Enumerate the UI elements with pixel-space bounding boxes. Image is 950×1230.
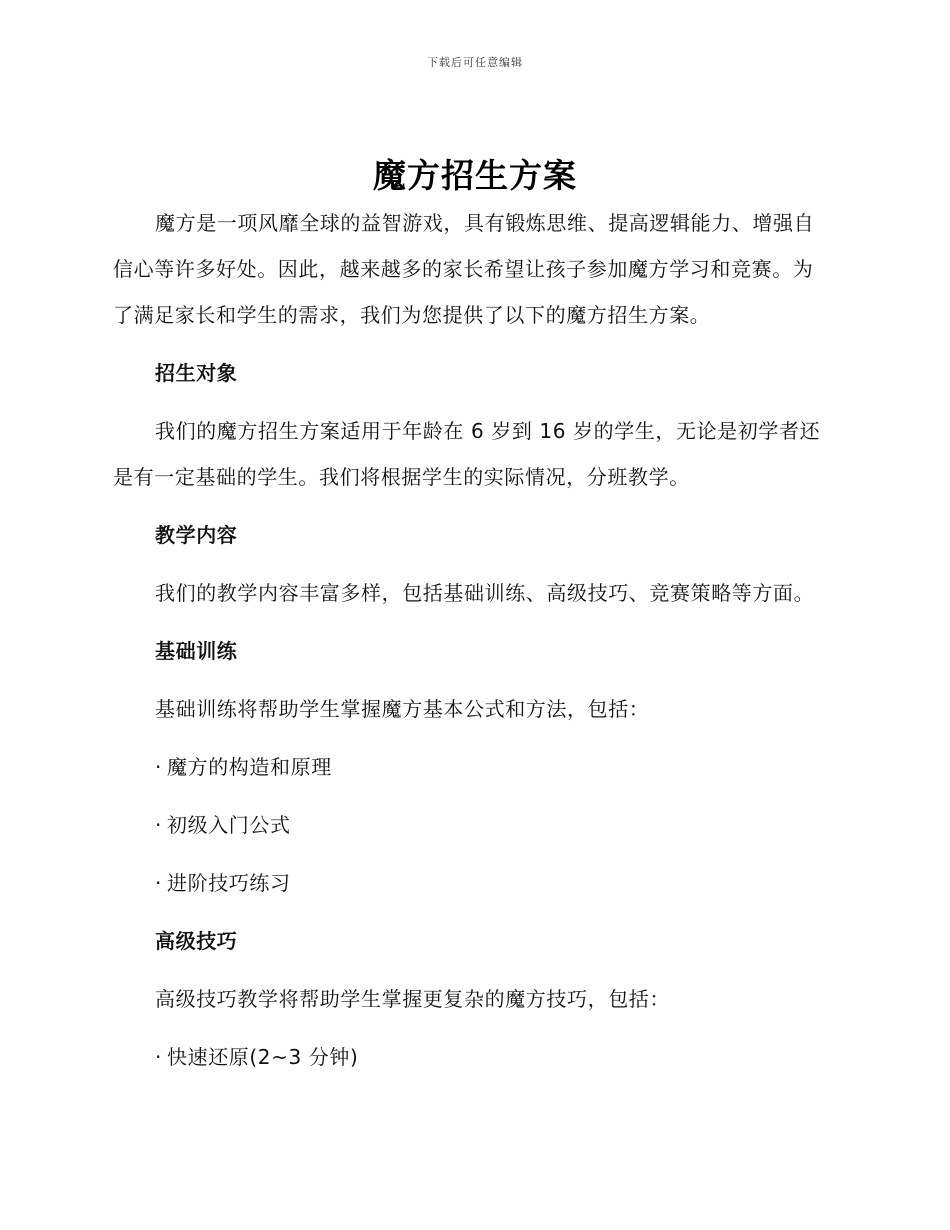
- bullet-glyph: ·: [155, 1045, 162, 1069]
- section-body-content: 我们的教学内容丰富多样，包括基础训练、高级技巧、竞赛策略等方面。: [155, 581, 815, 605]
- section-heading-basic: 基础训练: [155, 639, 238, 663]
- list-item: [113, 1034, 831, 1080]
- list-item-text: 初级入门公式: [167, 813, 291, 837]
- page-title: 魔方招生方案: [373, 156, 577, 195]
- list-item-text: 快速还原(2~3 分钟): [167, 1045, 359, 1069]
- bullet-glyph: ·: [155, 755, 162, 779]
- list-item-text: 进阶技巧练习: [167, 871, 291, 895]
- list-item-text: 魔方的构造和原理: [167, 755, 332, 779]
- section-heading-advanced: 高级技巧: [155, 929, 238, 953]
- bullet-glyph: ·: [155, 813, 162, 837]
- list-item: [113, 744, 831, 790]
- section-body-advanced: 高级技巧教学将帮助学生掌握更复杂的魔方技巧，包括：: [155, 987, 670, 1011]
- bullet-glyph: ·: [155, 871, 162, 895]
- intro-paragraph: 魔方是一项风靡全球的益智游戏，具有锻炼思维、提高逻辑能力、增强自信心等许多好处。因此，越来越多的家长希望让孩子参加魔方学习和竞赛。为了满足家长和学生的需求，我们为您提供了以下的魔方招生方案。: [113, 211, 815, 327]
- list-item: [113, 802, 831, 848]
- section-body-basic: 基础训练将帮助学生掌握魔方基本公式和方法，包括：: [155, 697, 650, 721]
- document-body: [113, 200, 831, 1080]
- header-note: 下载后可任意编辑: [427, 56, 523, 69]
- section-body-target: 我们的魔方招生方案适用于年龄在 6 岁到 16 岁的学生，无论是初学者还是有一定基础的学生。我们将根据学生的实际情况，分班教学。: [113, 419, 821, 489]
- section-heading-target: 招生对象: [155, 361, 238, 385]
- list-item: [113, 860, 831, 906]
- section-heading-content: 教学内容: [155, 523, 238, 547]
